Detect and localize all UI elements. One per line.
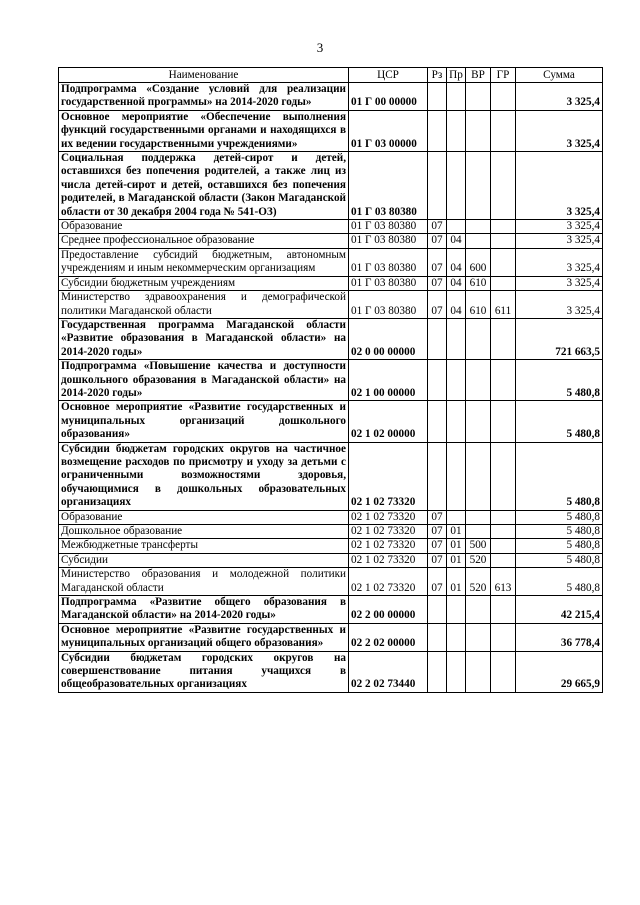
header-gr: ГР [491,68,516,83]
cell-vr [466,110,491,151]
cell-csr: 02 1 02 73320 [349,525,428,539]
cell-sum: 29 665,9 [516,651,603,692]
cell-name: Основное мероприятие «Развитие государственных и муниципальных организаций общего образования» [59,623,349,651]
cell-pr [447,83,466,111]
table-row [59,623,603,651]
table-row [59,442,603,510]
cell-sum: 3 325,4 [516,83,603,111]
table-row [59,401,603,442]
cell-rz [428,442,447,510]
cell-sum: 5 480,8 [516,401,603,442]
table-row [59,525,603,539]
table-body [59,83,603,693]
cell-gr [491,220,516,234]
cell-vr: 610 [466,276,491,290]
cell-sum: 5 480,8 [516,539,603,553]
cell-name: Субсидии бюджетам городских округов на частичное возмещение расходов по присмотру и уходу за детьми с ограниченными возможностями здоровья, обучающимися в дошкольных образовательных организациях [59,442,349,510]
cell-rz [428,318,447,359]
cell-pr [447,110,466,151]
cell-sum: 3 325,4 [516,110,603,151]
cell-pr [447,318,466,359]
table-row [59,291,603,319]
cell-vr [466,220,491,234]
cell-pr [447,442,466,510]
cell-csr: 01 Г 03 80380 [349,276,428,290]
cell-csr: 02 1 00 00000 [349,360,428,401]
cell-rz [428,651,447,692]
cell-rz: 07 [428,525,447,539]
cell-sum: 5 480,8 [516,568,603,596]
cell-csr: 02 1 02 73320 [349,553,428,567]
cell-name: Дошкольное образование [59,525,349,539]
cell-vr [466,234,491,248]
cell-sum: 3 325,4 [516,220,603,234]
cell-pr [447,220,466,234]
cell-csr: 01 Г 03 80380 [349,291,428,319]
cell-gr [491,401,516,442]
cell-name: Подпрограмма «Развитие общего образования в Магаданской области» на 2014-2020 годы» [59,596,349,624]
cell-csr: 01 Г 03 80380 [349,220,428,234]
header-rz: Рз [428,68,447,83]
cell-csr: 01 Г 03 80380 [349,152,428,220]
cell-gr [491,442,516,510]
cell-name: Подпрограмма «Повышение качества и доступности дошкольного образования в Магаданской области» на 2014-2020 годы» [59,360,349,401]
table-row [59,248,603,276]
cell-rz [428,110,447,151]
cell-pr: 01 [447,553,466,567]
cell-name: Субсидии [59,553,349,567]
cell-sum: 5 480,8 [516,510,603,524]
cell-gr [491,553,516,567]
cell-pr: 01 [447,568,466,596]
cell-gr [491,152,516,220]
table-row [59,651,603,692]
cell-pr [447,360,466,401]
cell-name: Социальная поддержка детей-сирот и детей, оставшихся без попечения родителей, а также лиц из числа детей-сирот и детей, оставшихся без попечения родителей, в Магаданской области (Закон Магаданской области от 30 декабря 2004 года № 541-ОЗ) [59,152,349,220]
cell-vr: 600 [466,248,491,276]
cell-pr: 04 [447,276,466,290]
cell-vr [466,83,491,111]
header-vr: ВР [466,68,491,83]
cell-name: Субсидии бюджетным учреждениям [59,276,349,290]
cell-sum: 5 480,8 [516,360,603,401]
cell-sum: 5 480,8 [516,442,603,510]
cell-vr [466,596,491,624]
cell-csr: 02 1 02 00000 [349,401,428,442]
cell-rz [428,360,447,401]
header-name: Наименование [59,68,349,83]
cell-sum: 3 325,4 [516,276,603,290]
table-row [59,553,603,567]
page-number: 3 [316,40,324,55]
cell-sum: 5 480,8 [516,525,603,539]
cell-name: Подпрограмма «Создание условий для реализации государственной программы» на 2014-2020 годы» [59,83,349,111]
cell-csr: 01 Г 03 80380 [349,234,428,248]
cell-gr [491,234,516,248]
cell-rz: 07 [428,234,447,248]
cell-gr [491,539,516,553]
table-row [59,220,603,234]
cell-csr: 01 Г 03 00000 [349,110,428,151]
cell-rz: 07 [428,539,447,553]
cell-vr: 520 [466,553,491,567]
cell-pr [447,596,466,624]
cell-csr: 01 Г 00 00000 [349,83,428,111]
cell-rz: 07 [428,291,447,319]
cell-vr [466,318,491,359]
cell-name: Государственная программа Магаданской области «Развитие образования в Магаданской области» на 2014-2020 годы» [59,318,349,359]
cell-name: Среднее профессиональное образование [59,234,349,248]
header-csr: ЦСР [349,68,428,83]
cell-pr: 04 [447,248,466,276]
cell-rz: 07 [428,568,447,596]
cell-gr [491,83,516,111]
cell-sum: 3 325,4 [516,152,603,220]
table-row [59,568,603,596]
cell-gr [491,651,516,692]
header-row [59,68,603,83]
table-row [59,360,603,401]
cell-vr [466,442,491,510]
cell-pr: 01 [447,539,466,553]
table-row [59,510,603,524]
cell-rz: 07 [428,510,447,524]
cell-vr: 500 [466,539,491,553]
table-row [59,234,603,248]
cell-pr [447,651,466,692]
header-sum: Сумма [516,68,603,83]
cell-sum: 3 325,4 [516,248,603,276]
cell-rz: 07 [428,248,447,276]
table-row [59,596,603,624]
cell-pr: 04 [447,234,466,248]
cell-name: Министерство здравоохранения и демографической политики Магаданской области [59,291,349,319]
cell-gr [491,276,516,290]
cell-pr: 04 [447,291,466,319]
cell-rz [428,596,447,624]
cell-pr [447,510,466,524]
cell-gr [491,623,516,651]
cell-sum: 721 663,5 [516,318,603,359]
cell-vr [466,360,491,401]
cell-rz [428,152,447,220]
cell-name: Основное мероприятие «Развитие государственных и муниципальных организаций дошкольного образования» [59,401,349,442]
table-row [59,276,603,290]
table-row [59,110,603,151]
cell-csr: 02 0 00 00000 [349,318,428,359]
cell-csr: 02 1 02 73320 [349,442,428,510]
cell-pr: 01 [447,525,466,539]
header-pr: Пр [447,68,466,83]
cell-vr [466,651,491,692]
cell-csr: 02 2 00 00000 [349,596,428,624]
cell-vr [466,401,491,442]
cell-rz [428,83,447,111]
cell-gr [491,360,516,401]
cell-name: Образование [59,510,349,524]
cell-gr [491,510,516,524]
cell-sum: 5 480,8 [516,553,603,567]
cell-pr [447,152,466,220]
cell-csr: 02 2 02 00000 [349,623,428,651]
cell-gr [491,525,516,539]
cell-rz: 07 [428,276,447,290]
cell-rz: 07 [428,220,447,234]
cell-rz [428,623,447,651]
cell-pr [447,623,466,651]
cell-vr [466,623,491,651]
cell-sum: 3 325,4 [516,291,603,319]
cell-vr [466,152,491,220]
cell-vr [466,525,491,539]
table-row [59,318,603,359]
budget-table [58,67,603,693]
cell-vr [466,510,491,524]
cell-gr [491,596,516,624]
cell-csr: 02 1 02 73320 [349,568,428,596]
cell-csr: 02 1 02 73320 [349,510,428,524]
cell-pr [447,401,466,442]
cell-sum: 36 778,4 [516,623,603,651]
cell-vr: 520 [466,568,491,596]
cell-gr: 611 [491,291,516,319]
cell-gr [491,248,516,276]
cell-rz: 07 [428,553,447,567]
cell-sum: 42 215,4 [516,596,603,624]
cell-name: Предоставление субсидий бюджетным, автономным учреждениям и иным некоммерческим организациям [59,248,349,276]
cell-sum: 3 325,4 [516,234,603,248]
cell-vr: 610 [466,291,491,319]
cell-name: Министерство образования и молодежной политики Магаданской области [59,568,349,596]
cell-name: Субсидии бюджетам городских округов на совершенствование питания учащихся в общеобразовательных организациях [59,651,349,692]
cell-gr: 613 [491,568,516,596]
table-row [59,539,603,553]
cell-name: Образование [59,220,349,234]
table-row [59,83,603,111]
table-row [59,152,603,220]
cell-csr: 02 2 02 73440 [349,651,428,692]
cell-gr [491,318,516,359]
cell-rz [428,401,447,442]
cell-name: Основное мероприятие «Обеспечение выполнения функций государственными органами и находящихся в их ведении государственными учреждениями» [59,110,349,151]
cell-name: Межбюджетные трансферты [59,539,349,553]
cell-csr: 01 Г 03 80380 [349,248,428,276]
cell-gr [491,110,516,151]
cell-csr: 02 1 02 73320 [349,539,428,553]
